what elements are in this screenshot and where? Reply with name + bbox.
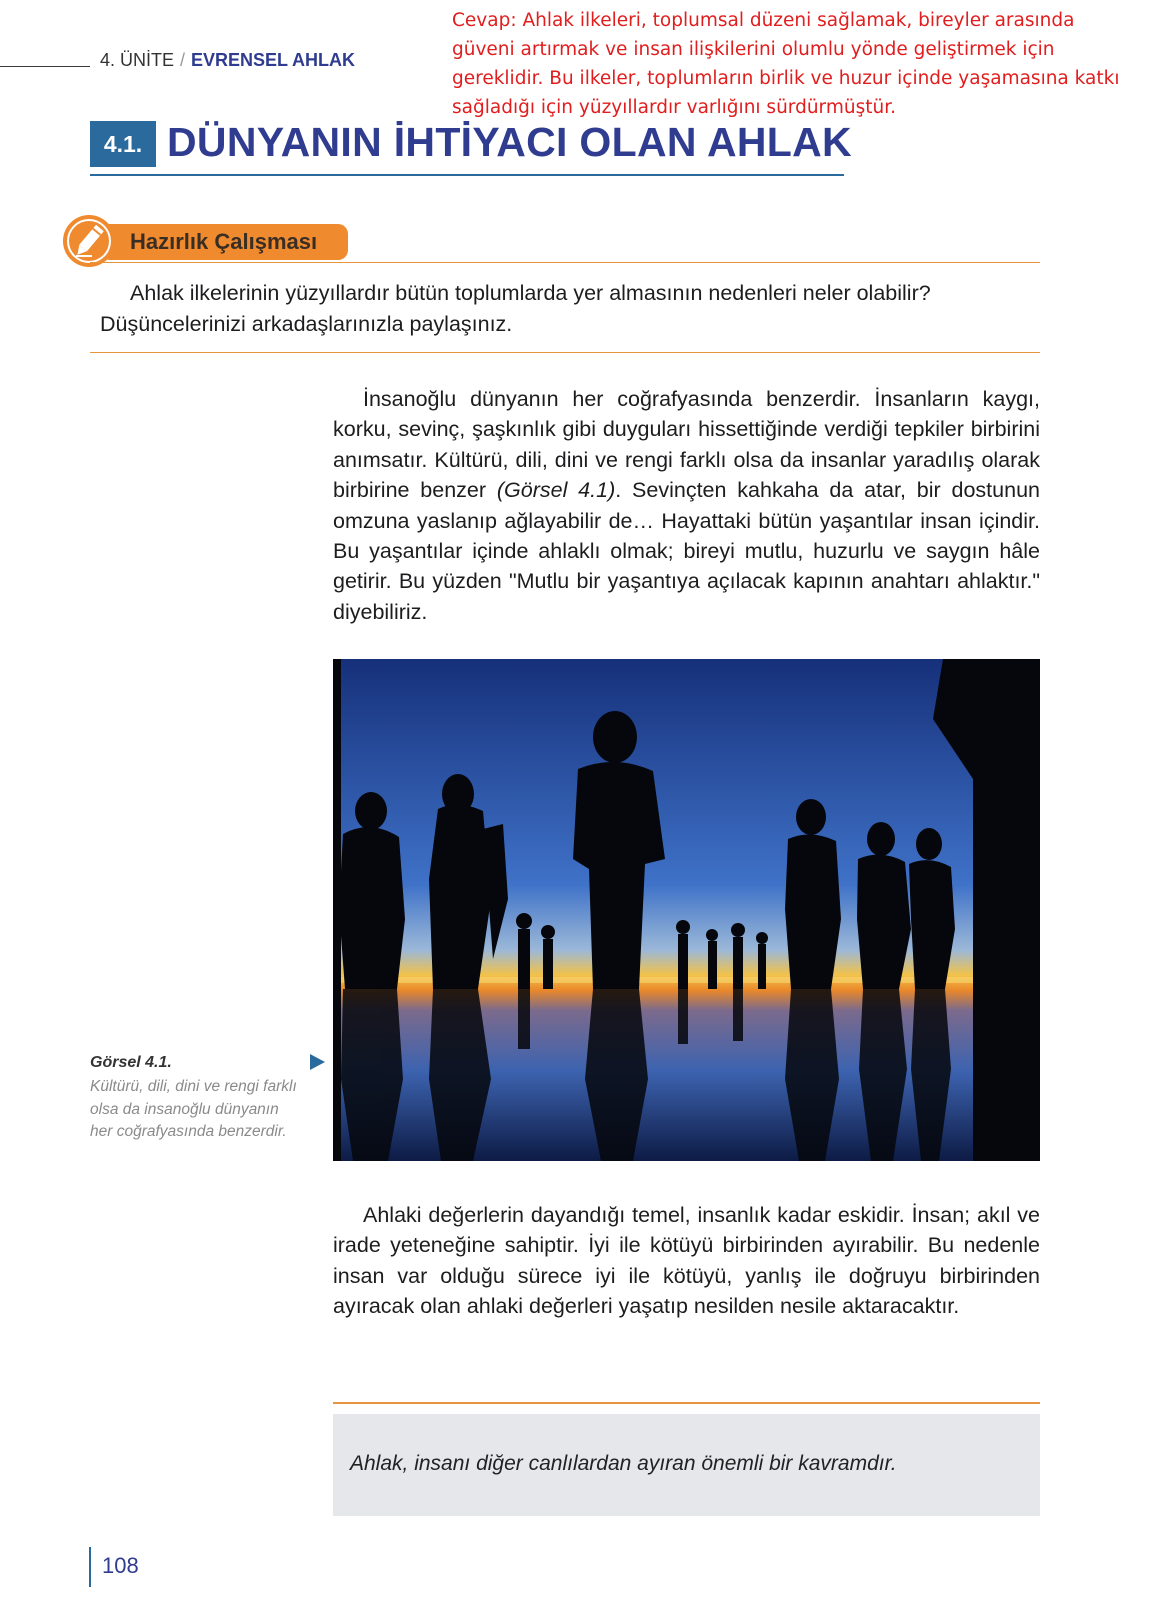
figure-caption-text: Kültürü, dili, dini ve rengi farklı olsa da insanoğlu dünyanın her coğrafyasında benzerdir. xyxy=(90,1078,297,1140)
prep-label: Hazırlık Çalışması xyxy=(130,229,318,254)
figure-caption-title: Görsel 4.1. xyxy=(90,1054,172,1071)
prep-bottom-rule xyxy=(90,352,1040,353)
figure-reference: (Görsel 4.1) xyxy=(496,478,616,503)
pencil-icon xyxy=(62,214,116,268)
header-rule xyxy=(0,66,90,67)
unit-topic: EVRENSEL AHLAK xyxy=(191,50,356,70)
answer-note: Cevap: Ahlak ilkeleri, toplumsal düzeni sağlamak, bireyler arasında güveni artırmak ve insan ilişkilerini olumlu yönde geliştirmek için gereklidir. Bu ilkeler, toplumların birlik ve huzur içinde yaşamasına katkı sağladığı için yüzyıllardır varlığını sürdürmüştür. xyxy=(452,10,1120,118)
section-title-rule xyxy=(90,174,844,176)
unit-label: 4. ÜNİTE xyxy=(100,50,175,70)
paragraph-1-text-a: İnsanoğlu dünyanın her coğrafyasında benzerdir. İnsanların kaygı, korku, sevinç, şaşkınlık gibi duyguları hissettiğinde verdiği tepkiler birbirini anımsatır. Kültürü, dili, dini ve rengi farklı olsa da insanlar yaradılış olarak birbirine benzer xyxy=(333,387,1040,503)
figure-photo xyxy=(333,659,1040,1161)
header-separator: / xyxy=(180,50,186,70)
section-title: DÜNYANIN İHTİYACI OLAN AHLAK xyxy=(167,119,852,165)
section-number: 4.1. xyxy=(90,121,156,167)
paragraph-1-text-b: . Sevinçten kahkaha da atar, bir dostunun omzuna yaslanıp ağlayabilir de… Hayattaki bütün yaşantılar insan içindir. Bu yaşantılar içinde ahlaklı olmak; bireyi mutlu, huzurlu ve saygın hâle getirir. Bu yüzden "Mutlu bir yaşantıya açılacak kapının anahtarı ahlaktır." diyebiliriz. xyxy=(333,478,1040,624)
page-number: 108 xyxy=(102,1553,139,1578)
page-number-rule xyxy=(89,1547,91,1587)
body-paragraph-2: Ahlaki değerlerin dayandığı temel, insanlık kadar eskidir. İnsan; akıl ve irade yeteneğine sahiptir. İyi ile kötüyü birbirinden ayırabilir. Bu nedenle insan var olduğu sürece iyi ile kötüyü, yanlış ile doğruyu birbirinden ayıracak olan ahlaki değerleri yaşatıp nesilden nesile aktaracaktır. xyxy=(333,1203,1040,1319)
prep-question: Ahlak ilkelerinin yüzyıllardır bütün toplumlarda yer almasının nedenleri neler olabilir? Düşüncelerinizi arkadaşlarınızla paylaşınız. xyxy=(100,281,931,336)
caption-arrow-icon xyxy=(310,1054,325,1070)
note-top-rule xyxy=(333,1402,1040,1404)
body-paragraph-1 xyxy=(333,384,1040,627)
unit-header xyxy=(100,50,355,71)
note-text: Ahlak, insanı diğer canlılardan ayıran önemli bir kavramdır. xyxy=(350,1452,897,1475)
prep-top-rule xyxy=(90,262,1040,263)
